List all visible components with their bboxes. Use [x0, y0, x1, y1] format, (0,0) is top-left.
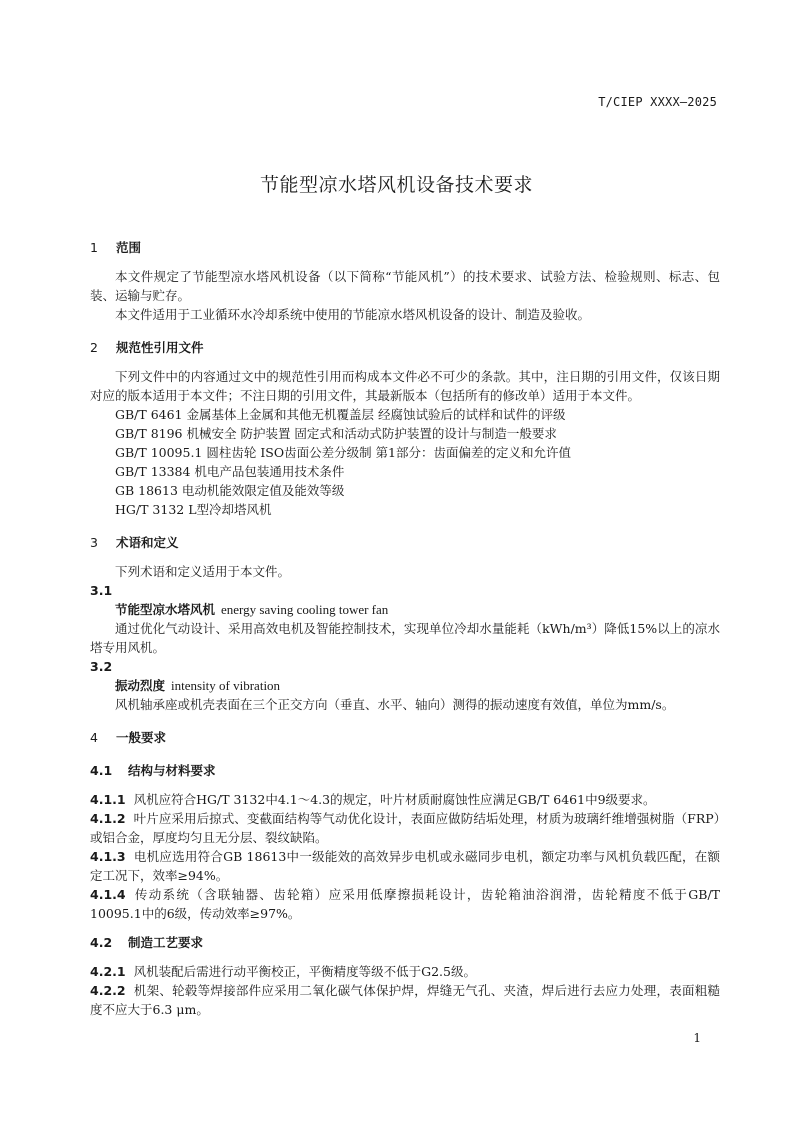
clause: 4.1.4 传动系统（含联轴器、齿轮箱）应采用低摩擦损耗设计，齿轮箱油浴润滑，齿轮精度不低于GB/T 10095.1中的6级，传动效率≥97%。 — [90, 887, 720, 921]
document-code: T/CIEP XXXX—2025 — [598, 95, 717, 109]
term-number: 3.2 — [90, 659, 113, 674]
reference-item: GB/T 8196 机械安全 防护装置 固定式和活动式防护装置的设计与制造一般要求 — [115, 426, 557, 441]
term-zh: 振动烈度 — [115, 678, 166, 693]
paragraph: 下列术语和定义适用于本文件。 — [115, 564, 291, 579]
subsection-heading-4-2: 4.2 制造工艺要求 — [90, 935, 204, 950]
reference-item: GB/T 6461 金属基体上金属和其他无机覆盖层 经腐蚀试验后的试样和试件的评级 — [115, 407, 566, 422]
section-heading-2: 2 规范性引用文件 — [90, 340, 204, 355]
section-heading-4: 4 一般要求 — [90, 730, 167, 745]
clause: 4.1.2 叶片应采用后掠式、变截面结构等气动优化设计，表面应做防结垢处理，材质为玻璃纤维增强树脂（FRP）或铝合金，厚度均匀且无分层、裂纹缺陷。 — [90, 811, 720, 845]
document-title: 节能型凉水塔风机设备技术要求 — [259, 174, 533, 196]
paragraph: 本文件适用于工业循环水冷却系统中使用的节能凉水塔风机设备的设计、制造及验收。 — [115, 307, 591, 322]
term-zh: 节能型凉水塔风机 — [115, 602, 216, 617]
term-heading — [90, 600, 720, 619]
term-number: 3.1 — [90, 583, 113, 598]
reference-item: HG/T 3132 L型冷却塔风机 — [115, 502, 272, 517]
clause: 4.2.2 机架、轮毂等焊接部件应采用二氧化碳气体保护焊，焊缝无气孔、夹渣，焊后进行去应力处理，表面粗糙度不应大于6.3 μm。 — [90, 983, 720, 1017]
subsection-heading-4-1: 4.1 结构与材料要求 — [90, 763, 216, 778]
section-heading-3: 3 术语和定义 — [90, 535, 179, 550]
section-heading-1: 1 范围 — [90, 240, 142, 255]
term-en: energy saving cooling tower fan — [221, 602, 389, 617]
term-en: intensity of vibration — [171, 678, 281, 693]
document-body — [90, 238, 720, 1019]
clause: 4.2.1 风机装配后需进行动平衡校正，平衡精度等级不低于G2.5级。 — [90, 964, 476, 979]
reference-item: GB/T 13384 机电产品包装通用技术条件 — [115, 464, 345, 479]
reference-item: GB 18613 电动机能效限定值及能效等级 — [115, 483, 345, 498]
clause: 4.1.1 风机应符合HG/T 3132中4.1～4.3的规定，叶片材质耐腐蚀性应满足GB/T 6461中9级要求。 — [90, 792, 656, 807]
page-number: 1 — [693, 1031, 701, 1045]
paragraph: 下列文件中的内容通过文中的规范性引用而构成本文件必不可少的条款。其中，注日期的引用文件，仅该日期对应的版本适用于本文件；不注日期的引用文件，其最新版本（包括所有的修改单）适用于本文件。 — [90, 369, 720, 403]
term-definition: 通过优化气动设计、采用高效电机及智能控制技术，实现单位冷却水量能耗（kWh/m³）降低15%以上的凉水塔专用风机。 — [90, 621, 720, 655]
term-heading — [90, 676, 720, 695]
reference-item: GB/T 10095.1 圆柱齿轮 ISO齿面公差分级制 第1部分：齿面偏差的定义和允许值 — [115, 445, 572, 460]
term-definition: 风机轴承座或机壳表面在三个正交方向（垂直、水平、轴向）测得的振动速度有效值，单位为mm/s。 — [115, 697, 675, 712]
clause: 4.1.3 电机应选用符合GB 18613中一级能效的高效异步电机或永磁同步电机，额定功率与风机负载匹配，在额定工况下，效率≥94%。 — [90, 849, 720, 883]
paragraph: 本文件规定了节能型凉水塔风机设备（以下简称“节能风机”）的技术要求、试验方法、检验规则、标志、包装、运输与贮存。 — [90, 269, 720, 303]
